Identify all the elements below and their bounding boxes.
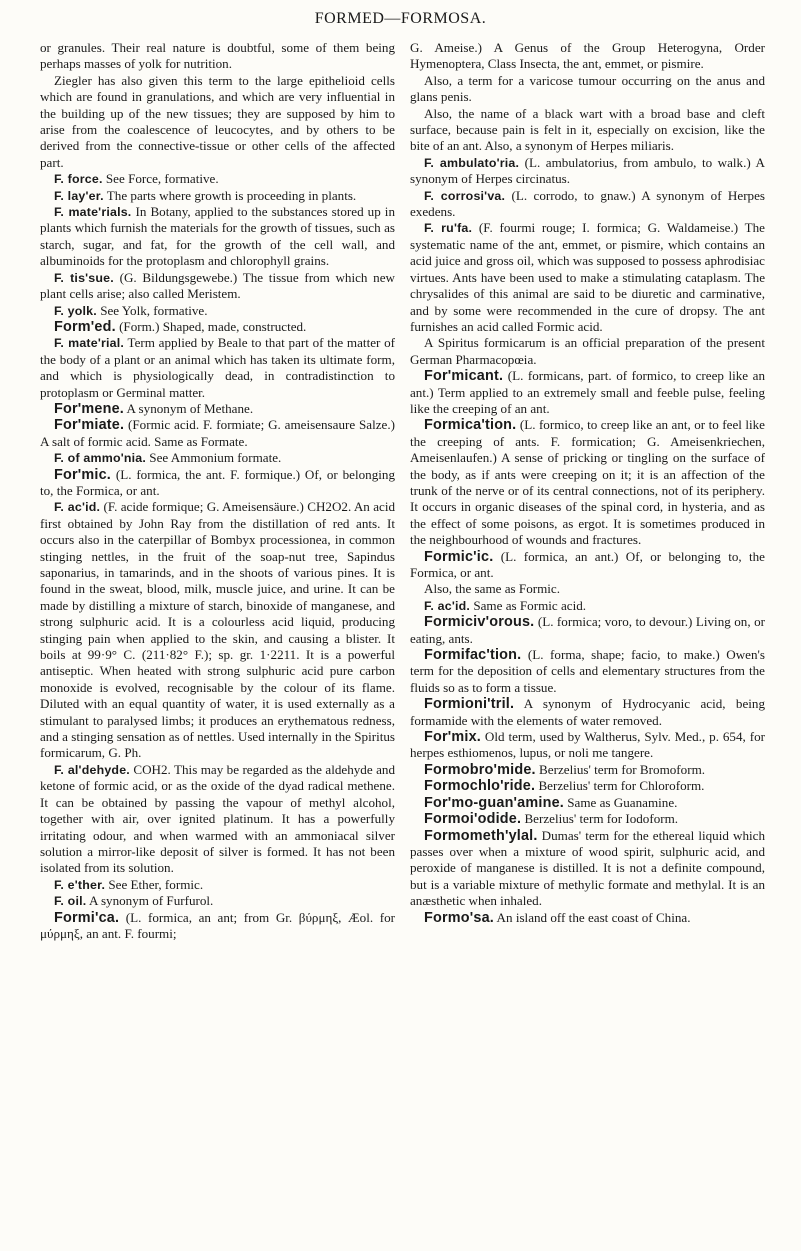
entry-definition: (G. Bildungsgewebe.) The tissue from which new plant cells arise; also called Meristem. xyxy=(40,269,395,302)
entry-definition: Old term, used by Waltherus, Sylv. Med., p. 654, for herpes esthiomenos, lupus, or noli me tangere. xyxy=(410,729,765,761)
entry-headword: F. oil. xyxy=(54,894,87,909)
entry-headword: F. mate'rial. xyxy=(54,336,125,351)
dictionary-entry xyxy=(410,811,765,827)
dictionary-entry xyxy=(40,762,395,877)
entry-headword: Formioni'tril. xyxy=(424,696,515,713)
dictionary-entry xyxy=(410,220,765,335)
entry-definition: A synonym of Hydrocyanic acid, being formamide with the elements of water removed. xyxy=(410,696,765,728)
dictionary-entry xyxy=(410,73,765,106)
entry-definition: In Botany, applied to the substances stored up in plants which furnish the materials for the growth of tissues, such as starch, sugar, and fat, for the growth of the cell wall, and albuminoids for the protoplasm and chlorophyll grains. xyxy=(40,204,395,269)
entry-headword: Formica'tion. xyxy=(424,417,517,434)
entry-definition: Same as Guanamine. xyxy=(563,794,678,810)
entry-headword: F. al'dehyde. xyxy=(54,762,130,777)
entry-headword: Formic'ic. xyxy=(424,548,494,565)
entry-definition: (L. formica, the ant. F. formique.) Of, or belonging to, the Formica, or ant. xyxy=(40,466,395,498)
entry-headword: Formi'ca. xyxy=(54,909,120,926)
dictionary-entry xyxy=(410,729,765,762)
dictionary-entry xyxy=(410,762,765,778)
entry-headword: For'mene. xyxy=(54,400,124,417)
dictionary-entry xyxy=(40,877,395,893)
entry-headword: F. ambulato'ria. xyxy=(424,155,520,170)
dictionary-entry xyxy=(40,319,395,335)
dictionary-entry xyxy=(410,155,765,188)
entry-headword: F. ac'id. xyxy=(424,598,471,613)
dictionary-entry xyxy=(410,335,765,368)
entry-definition: Berzelius' term for Bromoform. xyxy=(535,761,706,777)
dictionary-entry xyxy=(410,614,765,647)
entry-definition: A Spiritus formicarum is an official preparation of the present German Pharmacopœia. xyxy=(410,335,765,367)
entry-headword: F. ru'fa. xyxy=(424,221,473,236)
entry-definition: (L. formica, an ant; from Gr. βύρμηξ, Æol. for μύρμηξ, an ant. F. fourmi; xyxy=(40,909,395,941)
entry-definition: (L. formica, an ant.) Of, or belonging to, the Formica, or ant. xyxy=(410,548,765,580)
entry-definition: COH2. This may be regarded as the aldehyde and ketone of formic acid, or as the oxide of the dyad radical methene. It can be obtained by passing the vapour of methyl alcohol, together with air, over ignited platinum. It has a powerfully irritating odour, and when warmed with an ammoniacal silver solution a mirror-like deposit of silver is formed. It has not been isolated from its solution. xyxy=(40,761,395,876)
dictionary-entry xyxy=(40,270,395,303)
dictionary-entry xyxy=(40,499,395,762)
entry-definition: (Form.) Shaped, made, constructed. xyxy=(115,318,307,334)
entry-definition: See Yolk, formative. xyxy=(96,302,208,318)
entry-headword: For'micant. xyxy=(424,368,504,385)
dictionary-entry xyxy=(410,581,765,597)
entry-definition: Dumas' term for the ethereal liquid which passes over when a mixture of wood spirit, sulphuric acid, and peroxide of manganese is distilled. It is not a definite compound, but is a variable mixture of methylic formate and methylal. It is an anæsthetic when inhaled. xyxy=(410,827,765,909)
entry-definition: (L. formico, to creep like an ant, or to feel like the creeping of ants. F. formication; G. Ameisenkriechen, Ameisenlaufen.) A sense of pricking or tingling on the surface of the body, as if ants were creeping on it; it is an affection of the trunk of the nerve or of its central connections, not of its periphery. It occurs in organic diseases of the spinal cord, in hysteria, and as the effect of some poisons, as ergot. It is sometimes produced in the neighbourhood of wounds and fractures. xyxy=(410,417,765,548)
dictionary-entry xyxy=(410,106,765,155)
dictionary-entry xyxy=(40,417,395,450)
dictionary-entry xyxy=(410,647,765,696)
entry-headword: For'miate. xyxy=(54,417,125,434)
entry-definition: (L. ambulatorius, from ambulo, to walk.) A synonym of Herpes circinatus. xyxy=(410,154,765,187)
dictionary-entry xyxy=(40,450,395,466)
entry-definition: A synonym of Furfurol. xyxy=(86,893,214,909)
entry-definition: The parts where growth is proceeding in plants. xyxy=(103,187,357,203)
entry-definition: Also, the name of a black wart with a broad base and cleft surface, because pain is felt in it, especially on excision, like the bite of an ant. Also, a synonym of Herpes miliaris. xyxy=(410,105,765,154)
dictionary-entry xyxy=(40,893,395,909)
entry-definition: (L. formicans, part. of formico, to creep like an ant.) Term applied to an extremely small and feeble pulse, feeling like the creeping of an ant. xyxy=(410,368,765,416)
dictionary-entry xyxy=(410,549,765,582)
entry-headword: F. of ammo'nia. xyxy=(54,451,147,466)
entry-headword: F. ac'id. xyxy=(54,500,101,515)
page-header: FORMED—FORMOSA. xyxy=(314,10,487,27)
entry-definition: See Ether, formic. xyxy=(105,876,204,892)
dictionary-entry xyxy=(410,417,765,548)
entry-definition: Same as Formic acid. xyxy=(470,597,587,613)
dictionary-entry xyxy=(40,401,395,417)
entry-headword: For'mo-guan'amine. xyxy=(424,794,564,811)
dictionary-entry xyxy=(40,910,395,943)
dictionary-entry xyxy=(40,467,395,500)
entry-headword: F. tis'sue. xyxy=(54,270,114,285)
dictionary-entry xyxy=(410,795,765,811)
entry-definition: (L. forma, shape; facio, to make.) Owen's term for the deposition of cells and elementary structures from the fluids so as to form a tissue. xyxy=(410,647,765,695)
entry-headword: F. yolk. xyxy=(54,303,97,318)
entry-headword: F. corrosi'va. xyxy=(424,188,506,203)
entry-headword: Formoi'odide. xyxy=(424,811,522,828)
entry-definition: A synonym of Methane. xyxy=(124,400,254,416)
dictionary-entry xyxy=(410,696,765,729)
entry-headword: For'mic. xyxy=(54,466,111,483)
entry-definition: (F. acide formique; G. Ameisensäure.) CH2O2. An acid first obtained by John Ray from the distillation of red ants. It occurs also in the caterpillar of Bombyx processionea, in common stinging nettles, in the fruit of the soap-nut tree, Sapindus saponarius, in tamarinds, and in the shoots of various pines. It is found in the sweat, blood, milk, muscle juice, and urine. It can be made by distilling a mixture of starch, binoxide of manganese, and strong sulphuric acid. It is a colourless acid liquid, producing stinging pain when applied to the skin, and causing a blister. It boils at 99·9° C. (211·82° F.); sp. gr. 1·2211. It is a powerful antiseptic. When heated with strong sulphuric acid pure carbon monoxide is evolved, recognisable by the colour of its flame. Diluted with an equal quantity of water, it is used externally as a stimulant to paralysed limbs; it produces an erythematous redness, and a stinging sensation as of nettles. Used internally in the Spiritus formicarum, G. Ph. xyxy=(40,499,396,761)
entry-definition: Ziegler has also given this term to the large epithelioid cells which are found in granulations, and which are very influential in the building up of the new tissues; they are supposed by him to arise from the coalescence of leucocytes, and by others to be derived from the connective-tissue or other cells of the affected part. xyxy=(40,72,395,170)
entry-headword: Formo'sa. xyxy=(424,909,494,926)
entry-headword: Formochlo'ride. xyxy=(424,778,536,795)
entry-definition: See Force, formative. xyxy=(102,171,219,187)
entry-definition: (F. fourmi rouge; I. formica; G. Waldameise.) The systematic name of the ant, emmet, or pismire, which contains an acid juice and gross oil, which was supposed to possess aphrodisiac virtues. Ants have been used to make a stimulating cataplasm. The chrysalides of this animal are said to be diuretic and carminative, and by some were recommended in the cure of dropsy. The ant furnishes an acid called Formic acid. xyxy=(410,220,765,334)
dictionary-entry xyxy=(40,40,395,73)
entry-headword: F. mate'rials. xyxy=(54,205,132,220)
dictionary-entry xyxy=(40,188,395,204)
entry-headword: Formifac'tion. xyxy=(424,647,522,664)
entry-definition: G. Ameise.) A Genus of the Group Heterogyna, Order Hymenoptera, Class Insecta, the ant, emmet, or pismire. xyxy=(410,40,765,72)
dictionary-entry xyxy=(40,204,395,270)
dictionary-entry xyxy=(40,303,395,319)
entry-definition: Term applied by Beale to that part of the matter of the body of a plant or an animal which has taken its ultimate form, and which is physiologically dead, in contradistinction to protoplasm or Germinal matter. xyxy=(40,335,395,400)
entry-definition: An island off the east coast of China. xyxy=(494,909,691,925)
dictionary-entry xyxy=(410,778,765,794)
dictionary-entry xyxy=(410,188,765,221)
entry-definition: Berzelius' term for Chloroform. xyxy=(535,778,705,794)
entry-headword: Formometh'ylal. xyxy=(424,827,538,844)
entry-headword: Form'ed. xyxy=(54,318,116,335)
dictionary-entry xyxy=(40,335,395,401)
dictionary-entry xyxy=(410,368,765,417)
entry-headword: F. lay'er. xyxy=(54,188,104,203)
entry-definition: (Formic acid. F. formiate; G. ameisensaure Salze.) A salt of formic acid. Same as Formate. xyxy=(40,417,395,449)
entry-definition: Berzelius' term for Iodoform. xyxy=(521,811,679,827)
entry-definition: Also, a term for a varicose tumour occurring on the anus and glans penis. xyxy=(410,72,765,105)
entry-definition: or granules. Their real nature is doubtful, some of them being perhaps masses of yolk for nutrition. xyxy=(40,40,395,72)
dictionary-entry xyxy=(40,73,395,171)
entry-definition: (L. corrodo, to gnaw.) A synonym of Herpes exedens. xyxy=(410,187,766,220)
dictionary-entry xyxy=(410,910,765,926)
entry-definition: See Ammonium formate. xyxy=(146,450,282,466)
dictionary-entry xyxy=(410,828,765,910)
entry-definition: (L. formica; voro, to devour.) Living on, or eating, ants. xyxy=(410,614,765,646)
dictionary-entry xyxy=(410,598,765,614)
entry-headword: F. e'ther. xyxy=(54,877,106,892)
entry-headword: Formobro'mide. xyxy=(424,761,536,778)
dictionary-entry xyxy=(410,40,765,73)
entry-definition: Also, the same as Formic. xyxy=(424,581,561,597)
right-column xyxy=(410,40,765,926)
entry-headword: For'mix. xyxy=(424,729,481,746)
dictionary-entry xyxy=(40,171,395,187)
left-column xyxy=(40,40,395,942)
entry-headword: F. force. xyxy=(54,172,103,187)
entry-headword: Formiciv'orous. xyxy=(424,614,535,631)
